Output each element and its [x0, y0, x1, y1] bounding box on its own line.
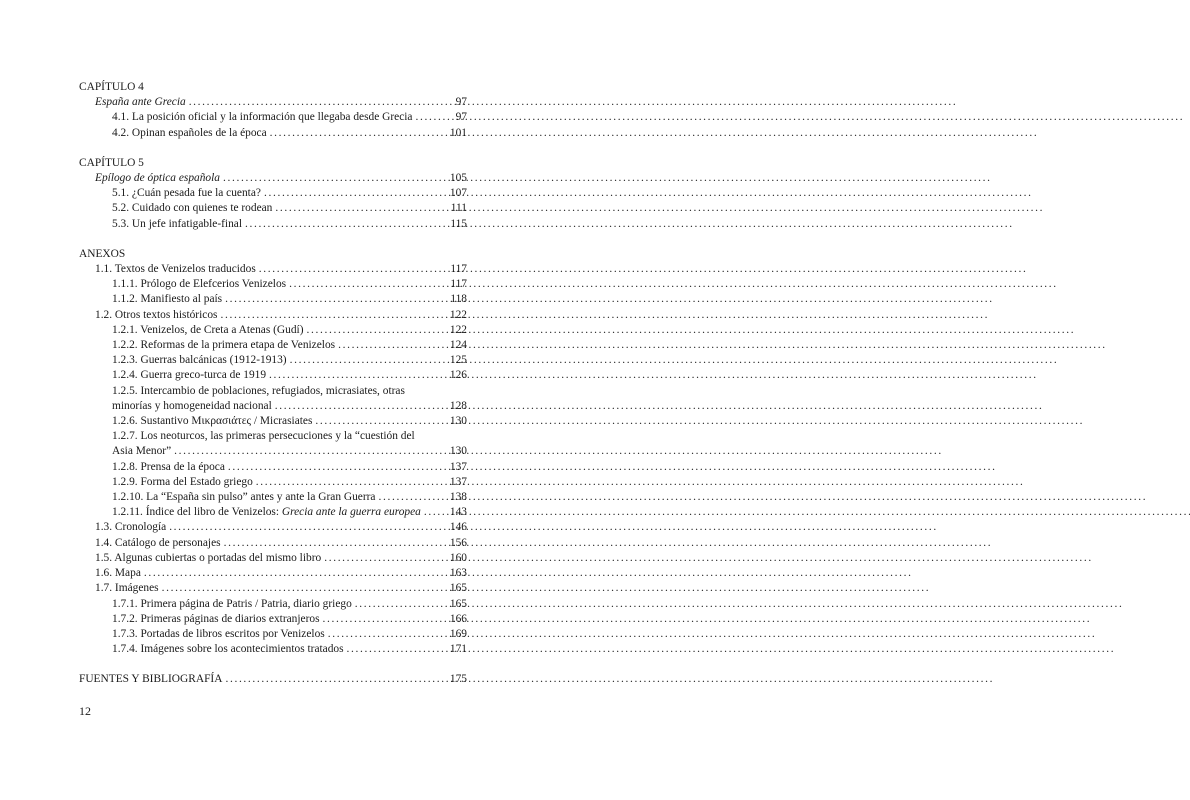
toc-entry[interactable]	[79, 126, 467, 141]
toc-page-number: 137	[449, 460, 467, 473]
toc-entry-italic-text: Grecia ante la guerra europea	[281, 506, 421, 519]
toc-entry-text: 5.3. Un jefe infatigable-final	[112, 217, 242, 230]
toc-entry-label	[112, 217, 242, 232]
toc-page-number: 156	[449, 536, 467, 549]
dot-leader	[328, 627, 447, 642]
toc-entry-label	[112, 414, 312, 429]
toc-entry-label	[112, 597, 352, 612]
dot-leader	[264, 186, 447, 201]
toc-entry-label	[112, 627, 325, 642]
toc-entry-text: 1.2.10. La “España sin pulso” antes y ante la Gran Guerra	[112, 491, 376, 504]
toc-page-number: 130	[449, 415, 467, 428]
toc-entry-label	[95, 551, 321, 566]
dot-leader	[378, 490, 446, 505]
toc-page-number: 166	[449, 612, 467, 625]
dot-leader	[245, 217, 447, 232]
toc-entry[interactable]	[79, 490, 467, 505]
toc-page-number: 122	[449, 308, 467, 321]
dot-leader	[323, 612, 447, 627]
toc-entry-label	[112, 444, 171, 459]
toc-entry-text: 1.7. Imágenes	[95, 582, 159, 595]
dot-leader	[415, 110, 452, 125]
toc-page-number: 130	[449, 445, 467, 458]
toc-entry-text: 1.6. Mapa	[95, 567, 141, 580]
dot-leader	[338, 338, 447, 353]
toc-entry-text: Epílogo de óptica española	[95, 172, 220, 185]
dot-leader	[424, 505, 447, 520]
toc-entry[interactable]	[79, 597, 467, 612]
toc-entry-label	[112, 612, 320, 627]
toc-entry[interactable]	[79, 612, 467, 627]
toc-page-number: 111	[450, 202, 467, 215]
toc-page-number: 97	[455, 111, 467, 124]
toc-entry-label	[95, 536, 221, 551]
toc-entry[interactable]	[79, 627, 467, 642]
toc-entry-label	[112, 505, 421, 520]
toc-page-number: 163	[449, 567, 467, 580]
toc-entry[interactable]	[79, 505, 467, 520]
toc-entry-text: 1.2.2. Reformas de la primera etapa de Venizelos	[112, 339, 336, 352]
toc-entry-text: 1.7.2. Primeras páginas de diarios extranjeros	[112, 612, 320, 625]
dot-leader	[220, 308, 446, 323]
toc-entry[interactable]	[79, 536, 467, 551]
toc-entry-label	[95, 95, 186, 110]
toc-entry[interactable]	[79, 581, 467, 596]
toc-entry-text: 4.1. La posición oficial y la información que llegaba desde Grecia	[112, 111, 413, 124]
dot-leader	[223, 171, 447, 186]
toc-entry[interactable]	[79, 95, 467, 110]
toc-entry-text: 1.1.2. Manifiesto al país	[112, 293, 223, 306]
toc-page-number: 124	[449, 339, 467, 352]
toc-page-number: 175	[449, 673, 467, 686]
toc-entry[interactable]	[79, 444, 467, 459]
toc-entry[interactable]	[79, 110, 467, 125]
dot-leader	[290, 353, 447, 368]
toc-entry-label	[112, 126, 267, 141]
toc-entry[interactable]	[79, 642, 467, 657]
dot-leader	[347, 642, 447, 657]
toc-entry[interactable]	[79, 186, 467, 201]
toc-entry-text: España ante Grecia	[95, 96, 186, 109]
toc-entry-text: 1.2.8. Prensa de la época	[112, 460, 225, 473]
toc-heading: ANEXOS	[79, 247, 126, 260]
toc-heading: CAPÍTULO 4	[79, 81, 144, 93]
toc-entry-label	[112, 475, 253, 490]
toc-entry-text: 1.1. Textos de Venizelos traducidos	[95, 263, 256, 276]
toc-entry-label	[112, 110, 412, 125]
toc-entry-label	[95, 581, 159, 596]
toc-page-number: 107	[449, 187, 467, 200]
toc-entry-text: 1.5. Algunas cubiertas o portadas del mismo libro	[95, 551, 322, 564]
toc-entry-text: 1.7.3. Portadas de libros escritos por Venizelos	[112, 627, 325, 640]
toc-page-number: 117	[450, 263, 467, 276]
toc-entry[interactable]	[79, 201, 467, 216]
toc-entry[interactable]	[79, 277, 467, 292]
toc-entry[interactable]	[79, 368, 467, 383]
toc-entry[interactable]	[79, 475, 467, 490]
toc-entry-label	[112, 399, 272, 414]
toc-page-number: 138	[449, 491, 467, 504]
toc-page-number: 128	[449, 399, 467, 412]
toc-entry-label	[95, 520, 166, 535]
toc-entry-label	[112, 338, 335, 353]
toc-entry-label	[112, 353, 287, 368]
toc-entry-text: 1.1.1. Prólogo de Elefcerios Venizelos	[112, 278, 287, 291]
toc-entry[interactable]	[79, 353, 467, 368]
toc-entry[interactable]	[79, 262, 467, 277]
toc-entry-label	[95, 308, 217, 323]
toc-page-number: 165	[449, 582, 467, 595]
toc-entry-label	[112, 460, 225, 475]
section-gap	[79, 232, 467, 247]
toc-entry-text: 1.2.4. Guerra greco-turca de 1919	[112, 369, 267, 382]
table-of-contents	[79, 80, 467, 688]
toc-entry-label	[112, 186, 261, 201]
toc-page-number: 126	[449, 369, 467, 382]
toc-entry-text: FUENTES Y BIBLIOGRAFÍA	[79, 673, 223, 686]
dot-leader	[174, 444, 447, 459]
toc-page-number: 122	[449, 323, 467, 336]
toc-page-number: 105	[449, 172, 467, 185]
toc-page-number: 137	[449, 475, 467, 488]
toc-entry-label	[95, 262, 256, 277]
toc-page-number: 125	[449, 354, 467, 367]
toc-page-number: 97	[455, 96, 467, 109]
dot-leader	[275, 399, 447, 414]
toc-entry-label	[95, 566, 141, 581]
toc-page-number: 169	[449, 627, 467, 640]
dot-leader	[189, 95, 453, 110]
toc-entry[interactable]	[79, 399, 467, 414]
toc-entry-text: 1.2. Otros textos históricos	[95, 308, 218, 321]
toc-entry-text: 1.2.1. Venizelos, de Creta a Atenas (Gudí)	[112, 323, 304, 336]
toc-entry-text: Asia Menor”	[112, 445, 172, 458]
toc-entry-label	[95, 171, 220, 186]
dot-leader	[270, 126, 447, 141]
dot-leader	[275, 201, 447, 216]
dot-leader	[225, 672, 446, 687]
dot-leader	[169, 520, 447, 535]
dot-leader	[224, 536, 447, 551]
section-gap	[79, 657, 467, 672]
toc-entry-text: 1.7.4. Imágenes sobre los acontecimientos tratados	[112, 643, 344, 656]
toc-page-number: 117	[450, 278, 467, 291]
dot-leader	[289, 277, 447, 292]
toc-entry-line: 1.2.7. Los neoturcos, las primeras persecuciones y la “cuestión del	[112, 430, 415, 443]
toc-entry[interactable]	[79, 566, 467, 581]
toc-page-number: 146	[449, 521, 467, 534]
dot-leader	[162, 581, 447, 596]
toc-entry[interactable]	[79, 551, 467, 566]
toc-page-number: 115	[450, 217, 467, 230]
toc-entry-label	[112, 368, 266, 383]
toc-entry[interactable]	[79, 520, 467, 535]
toc-entry[interactable]	[79, 338, 467, 353]
dot-leader	[315, 414, 446, 429]
dot-leader	[256, 475, 447, 490]
toc-entry-text: minorías y homogeneidad nacional	[112, 399, 272, 412]
toc-entry-label	[79, 672, 222, 687]
toc-entry-text: 1.2.3. Guerras balcánicas (1912-1913)	[112, 354, 287, 367]
toc-entry[interactable]	[79, 292, 467, 307]
dot-leader	[306, 323, 446, 338]
toc-entry-line: 1.2.5. Intercambio de poblaciones, refugiados, micrasiates, otras	[112, 384, 405, 397]
toc-entry-text: 1.2.6. Sustantivo Μικρασιάτες / Micrasiates	[112, 415, 313, 428]
toc-entry[interactable]	[79, 308, 467, 323]
toc-entry[interactable]	[79, 217, 467, 232]
toc-entry-label	[112, 642, 344, 657]
toc-entry[interactable]	[79, 672, 467, 687]
toc-page-number: 101	[449, 126, 467, 139]
dot-leader	[259, 262, 448, 277]
toc-entry[interactable]	[79, 414, 467, 429]
toc-entry-text: 4.2. Opinan españoles de la época	[112, 126, 267, 139]
toc-entry[interactable]	[79, 171, 467, 186]
dot-leader	[324, 551, 447, 566]
dot-leader	[228, 460, 447, 475]
toc-entry[interactable]	[79, 323, 467, 338]
dot-leader	[144, 566, 447, 581]
toc-entry-label	[112, 490, 375, 505]
toc-page-number: 165	[449, 597, 467, 610]
dot-leader	[269, 368, 447, 383]
toc-entry-text: 5.2. Cuidado con quienes te rodean	[112, 202, 273, 215]
toc-page-number: 118	[450, 293, 467, 306]
toc-entry[interactable]	[79, 460, 467, 475]
toc-entry-label	[112, 292, 222, 307]
toc-entry-label	[112, 201, 272, 216]
toc-entry-text: 1.7.1. Primera página de Patris / Patria, diario griego	[112, 597, 352, 610]
toc-entry-text: 1.3. Cronología	[95, 521, 167, 534]
toc-page-number: 171	[449, 643, 467, 656]
toc-entry-text: 1.4. Catálogo de personajes	[95, 536, 221, 549]
toc-page-number: 160	[449, 551, 467, 564]
section-gap	[79, 141, 467, 156]
toc-entry-label	[112, 323, 303, 338]
dot-leader	[225, 292, 447, 307]
toc-entry-label	[112, 277, 286, 292]
toc-entry-text: 1.2.9. Forma del Estado griego	[112, 475, 253, 488]
toc-entry-text: 1.2.11. Índice del libro de Venizelos:	[112, 506, 282, 519]
page-number: 12	[79, 704, 91, 718]
toc-page-number: 143	[449, 506, 467, 519]
toc-entry-text: 5.1. ¿Cuán pesada fue la cuenta?	[112, 187, 261, 200]
toc-heading: CAPÍTULO 5	[79, 156, 144, 169]
dot-leader	[355, 597, 447, 612]
